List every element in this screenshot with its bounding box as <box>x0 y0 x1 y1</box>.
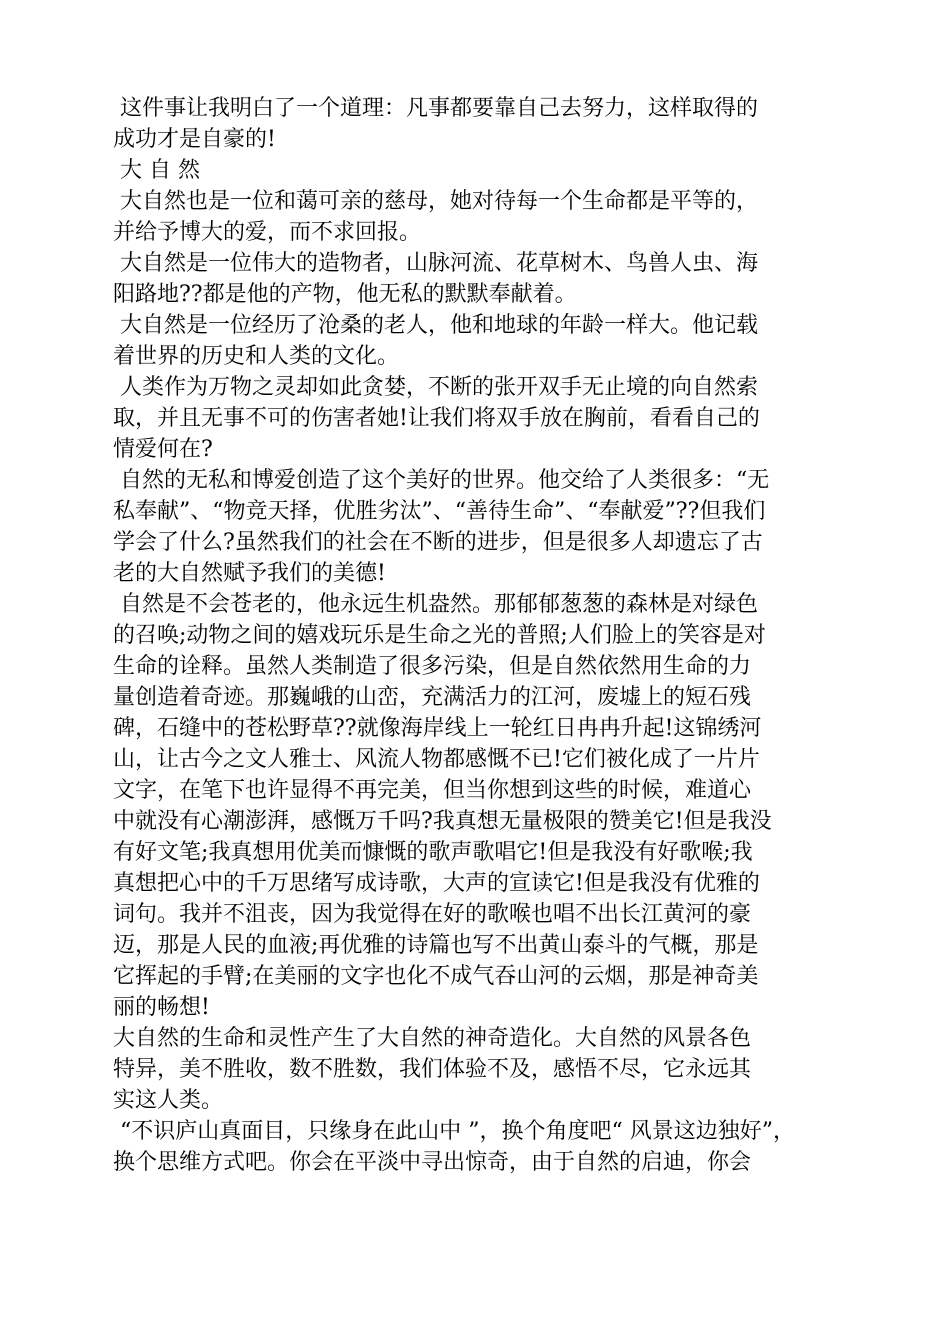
text-line: 大自然也是一位和蔼可亲的慈母，她对待每一个生命都是平等的， <box>113 189 758 214</box>
text-line: 着世界的历史和人类的文化。 <box>113 344 400 369</box>
text-line: 中就没有心潮澎湃，感慨万千吗?我真想无量极限的赞美它!但是我没 <box>113 809 772 834</box>
text-line: 自然的无私和博爱创造了这个美好的世界。他交给了人类很多：“无 <box>113 468 770 493</box>
text-line: 丽的畅想! <box>113 995 210 1020</box>
section-heading: 大 自 然 <box>113 158 200 183</box>
essay-body <box>113 93 843 1178</box>
text-line: 大自然是一位经历了沧桑的老人，他和地球的年龄一样大。他记载 <box>113 313 758 338</box>
text-line: 人类作为万物之灵却如此贪婪，不断的张开双手无止境的向自然索 <box>113 375 758 400</box>
text-line: 取，并且无事不可的伤害者她!让我们将双手放在胸前，看看自己的 <box>113 406 760 431</box>
text-line: 换个思维方式吧。你会在平淡中寻出惊奇，由于自然的启迪，你会 <box>113 1150 752 1175</box>
text-line: 生命的诠释。虽然人类制造了很多污染，但是自然依然用生命的力 <box>113 654 752 679</box>
text-line: 迈，那是人民的血液;再优雅的诗篇也写不出黄山泰斗的气概，那是 <box>113 933 759 958</box>
text-line: 大自然的生命和灵性产生了大自然的神奇造化。大自然的风景各色 <box>113 1026 752 1051</box>
text-line: 文字，在笔下也许显得不再完美，但当你想到这些的时候，难道心 <box>113 778 752 803</box>
text-line: 并给予博大的爱，而不求回报。 <box>113 220 422 245</box>
text-line: 量创造着奇迹。那巍峨的山峦，充满活力的江河，废墟上的短石残 <box>113 685 752 710</box>
text-line: 它挥起的手臂;在美丽的文字也化不成气吞山河的云烟，那是神奇美 <box>113 964 759 989</box>
text-line: 特异，美不胜收，数不胜数，我们体验不及，感悟不尽，它永远其 <box>113 1057 752 1082</box>
text-line: 实这人类。 <box>113 1088 224 1113</box>
text-line: 情爱何在? <box>113 437 213 462</box>
text-line: 词句。我并不沮丧，因为我觉得在好的歌喉也唱不出长江黄河的豪 <box>113 902 752 927</box>
text-line: 学会了什么?虽然我们的社会在不断的进步，但是很多人却遗忘了古 <box>113 530 763 555</box>
text-line: 大自然是一位伟大的造物者，山脉河流、花草树木、鸟兽人虫、海 <box>113 251 758 276</box>
text-line: 山，让古今之文人雅士、风流人物都感慨不已!它们被化成了一片片 <box>113 747 760 772</box>
text-line: 真想把心中的千万思绪写成诗歌，大声的宣读它!但是我没有优雅的 <box>113 871 760 896</box>
text-line: 成功才是自豪的! <box>113 127 276 152</box>
text-line: 这件事让我明白了一个道理：凡事都要靠自己去努力，这样取得的 <box>113 96 758 121</box>
text-line: 有好文笔;我真想用优美而慷慨的歌声歌唱它!但是我没有好歌喉;我 <box>113 840 753 865</box>
text-line: 碑，石缝中的苍松野草??就像海岸线上一轮红日冉冉升起!这锦绣河 <box>113 716 762 741</box>
text-line: 老的大自然赋予我们的美德! <box>113 561 386 586</box>
text-line: 阳路地??都是他的产物，他无私的默默奉献着。 <box>113 282 577 307</box>
text-line: 自然是不会苍老的，他永远生机盎然。那郁郁葱葱的森林是对绿色 <box>113 592 758 617</box>
text-line: 私奉献”、“物竞天择，优胜劣汰”、“善待生命”、“奉献爱”??但我们 <box>113 499 766 524</box>
text-line: 的召唤;动物之间的嬉戏玩乐是生命之光的普照;人们脸上的笑容是对 <box>113 623 766 648</box>
text-line: “不识庐山真面目，只缘身在此山中 ”，换个角度吧“ 风景这边独好”， <box>113 1119 795 1144</box>
